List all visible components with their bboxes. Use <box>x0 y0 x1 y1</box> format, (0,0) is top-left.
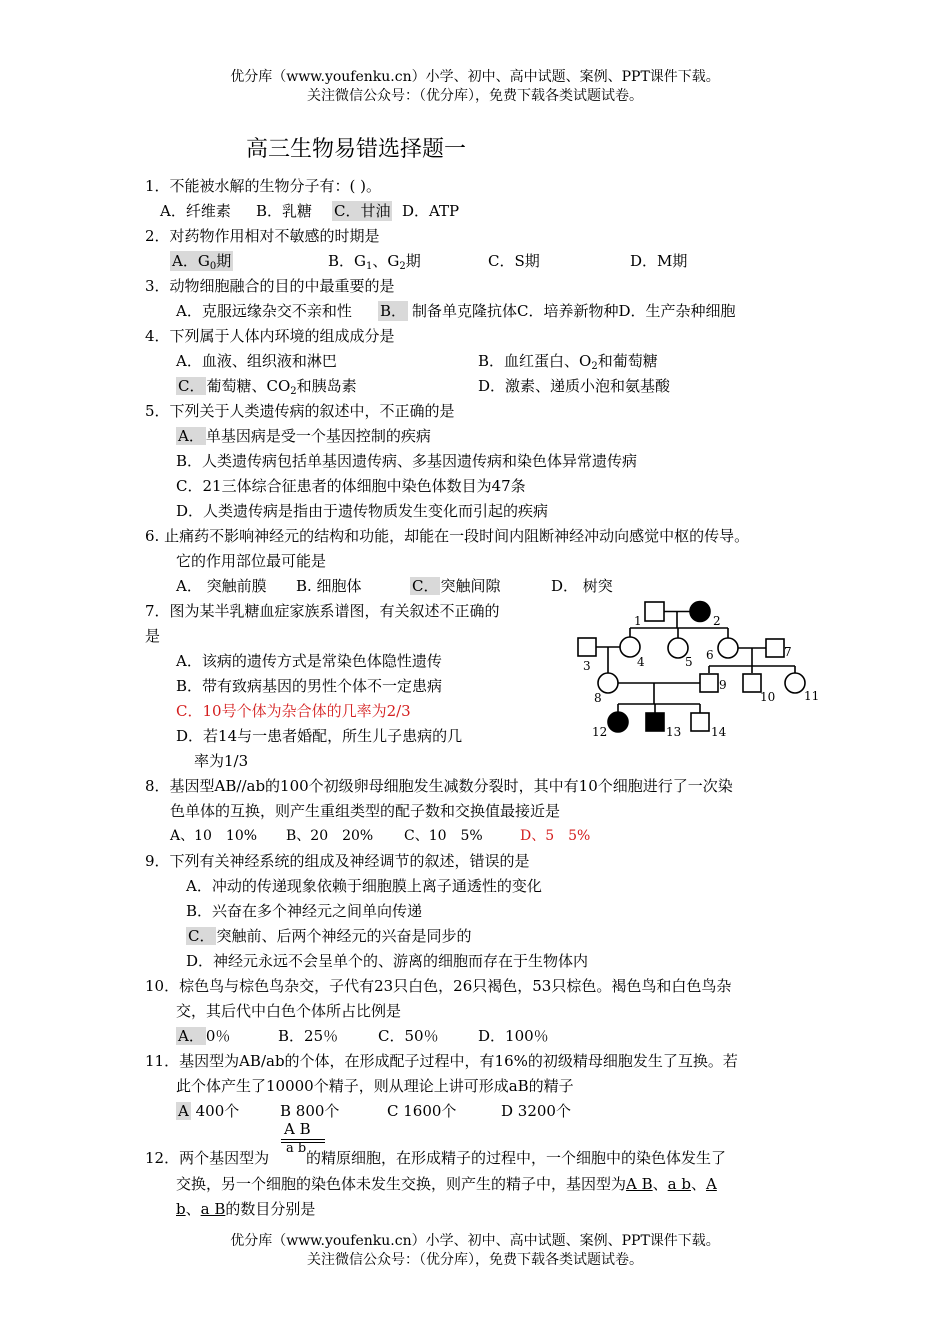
q2-stem: 2．对药物作用相对不敏感的时期是 <box>145 227 380 245</box>
q2-option-a <box>170 251 233 271</box>
q9-option-b: B．兴奋在多个神经元之间单向传递 <box>186 902 423 920</box>
q6-stem-2: 它的作用部位最可能是 <box>176 552 327 570</box>
pedigree-label-12: 12 <box>592 725 608 739</box>
pedigree-individual-4 <box>620 637 640 657</box>
q3-stem: 3．动物细胞融合的目的中最重要的是 <box>145 277 395 295</box>
q5-option-b: B．人类遗传病包括单基因遗传病、多基因遗传病和染色体异常遗传病 <box>176 452 638 470</box>
q12-line3-text: 的数目分别是 <box>225 1200 316 1218</box>
q4-c-label: C． <box>178 377 205 395</box>
q11-option-d: D 3200个 <box>501 1102 571 1120</box>
pedigree-individual-11 <box>785 673 805 693</box>
q9-option-c <box>186 926 472 946</box>
q6-c-label: C． <box>412 577 439 595</box>
q5-option-a <box>176 426 431 446</box>
pedigree-individual-12 <box>608 712 628 732</box>
q2-b-sub2: 2 <box>399 261 406 272</box>
q12-genotype-Ab-part2: b <box>176 1200 186 1218</box>
q4-c-post: 和胰岛素 <box>296 377 357 395</box>
q10-option-c: C．50％ <box>378 1027 439 1045</box>
q12-line-3 <box>176 1199 315 1219</box>
q3-option-a: A．克服远缘杂交不亲和性 <box>176 302 352 320</box>
pedigree-label-7: 7 <box>784 645 792 659</box>
q1-option-c: C．甘油 <box>334 202 391 220</box>
q2-b-mid: 、G <box>372 252 400 270</box>
q2-b-pre: B．G <box>328 252 367 270</box>
q12-genotype-aB: a B <box>200 1200 226 1218</box>
q10-option-b: B．25％ <box>278 1027 339 1045</box>
q12-line-2 <box>176 1174 717 1194</box>
q10-a-label: A． <box>178 1027 204 1045</box>
q12-sep-3: 、 <box>185 1200 201 1218</box>
q2-a-sub: 0 <box>209 261 217 272</box>
q4-option-b <box>478 351 658 371</box>
q2-b-post: 期 <box>405 252 421 270</box>
q8-stem-1: 8．基因型AB//ab的100个初级卵母细胞发生减数分裂时，其中有10个细胞进行了一次染 <box>145 777 733 795</box>
q4-option-c <box>176 376 357 396</box>
q4-c-sub: 2 <box>290 386 297 397</box>
pedigree-individual-3 <box>578 638 596 656</box>
q6-option-d: D． 树突 <box>551 577 613 595</box>
q5-a-label: A． <box>178 427 204 445</box>
q10-stem-1: 10．棕色鸟与棕色鸟杂交，子代有23只白色，26只褐色，53只棕色。褐色鸟和白色鸟杂 <box>145 977 732 995</box>
q12-genotype-bottom: a b <box>286 1141 307 1156</box>
pedigree-individual-10 <box>743 674 761 692</box>
footer-line-1: 优分库（www.youfenku.cn）小学、初中、高中试题、案例、PPT课件下载。 <box>230 1233 720 1249</box>
q10-option-d: D．100％ <box>478 1027 549 1045</box>
q4-stem: 4．下列属于人体内环境的组成成分是 <box>145 327 395 345</box>
q7-option-b: B．带有致病基因的男性个体不一定患病 <box>176 677 443 695</box>
q4-c-pre: 葡萄糖、CO <box>206 377 291 395</box>
q5-a-text: 单基因病是受一个基因控制的疾病 <box>205 427 431 445</box>
q10-option-a <box>176 1026 230 1046</box>
q4-b-sub: 2 <box>591 361 598 372</box>
q5-option-c: C．21三体综合征患者的体细胞中染色体数目为47条 <box>176 477 526 495</box>
q4-b-pre: B．血红蛋白、O <box>478 352 592 370</box>
q12-fraction-line-upper <box>281 1139 325 1140</box>
q7-stem-1: 7．图为某半乳糖血症家族系谱图，有关叙述不正确的 <box>145 602 500 620</box>
header-line-1: 优分库（www.youfenku.cn）小学、初中、高中试题、案例、PPT课件下载。 <box>230 69 720 85</box>
q1-option-b: B．乳糖 <box>256 202 313 220</box>
q5-stem: 5．下列关于人类遗传病的叙述中，不正确的是 <box>145 402 455 420</box>
q9-c-label: C． <box>188 927 215 945</box>
q3-option-b-label: B． <box>380 302 407 320</box>
q7-option-d-1: D．若14与一患者婚配，所生儿子患病的几 <box>176 727 463 745</box>
pedigree-individual-14 <box>691 713 709 731</box>
q9-c-text: 突触前、后两个神经元的兴奋是同步的 <box>216 927 472 945</box>
pedigree-label-10: 10 <box>760 690 776 704</box>
q1-stem: 1．不能被水解的生物分子有：( )。 <box>145 177 382 195</box>
pedigree-label-6: 6 <box>706 648 714 662</box>
q2-a-pre: A．G <box>172 252 210 270</box>
pedigree-label-11: 11 <box>804 689 820 703</box>
q8-option-a: A、10 10% <box>170 828 258 844</box>
q10-a-text: 0％ <box>205 1027 231 1045</box>
pedigree-label-14: 14 <box>711 725 727 739</box>
pedigree-label-9: 9 <box>719 678 727 692</box>
footer-line-2: 关注微信公众号：（优分库），免费下载各类试题试卷。 <box>307 1252 643 1268</box>
pedigree-label-8: 8 <box>594 691 602 705</box>
q6-stem-1: 6. 止痛药不影响神经元的结构和功能，却能在一段时间内阻断神经冲动向感觉中枢的传导。 <box>145 527 750 545</box>
page-title: 高三生物易错选择题一 <box>246 137 467 162</box>
q11-a-text: 400个 <box>195 1102 240 1120</box>
q12-genotype-top: A B <box>284 1120 311 1138</box>
q12-line2-text: 交换，另一个细胞的染色体未发生交换，则产生的精子中，基因型为 <box>176 1175 627 1193</box>
q11-option-a <box>176 1101 239 1121</box>
q8-stem-2: 色单体的互换，则产生重组类型的配子数和交换值最接近是 <box>170 802 561 820</box>
q6-option-a: A． 突触前膜 <box>176 577 267 595</box>
q2-option-d: D．M期 <box>630 252 688 270</box>
q12-sep-1: 、 <box>652 1175 668 1193</box>
q10-stem-2: 交，其后代中白色个体所占比例是 <box>176 1002 402 1020</box>
q6-option-b: B. 细胞体 <box>296 577 362 595</box>
q9-stem: 9．下列有关神经系统的组成及神经调节的叙述，错误的是 <box>145 852 530 870</box>
q6-option-c <box>410 576 501 596</box>
pedigree-individual-2 <box>690 602 710 622</box>
q3-options-rest: 制备单克隆抗体C．培养新物种D．生产杂种细胞 <box>412 302 736 320</box>
pedigree-label-5: 5 <box>685 655 693 669</box>
q9-option-d: D．神经元永远不会呈单个的、游离的细胞而存在于生物体内 <box>186 952 589 970</box>
pedigree-individual-8 <box>598 673 618 693</box>
q12-genotype-AB: A B <box>626 1175 653 1193</box>
q2-option-c: C．S期 <box>488 252 540 270</box>
q11-option-c: C 1600个 <box>387 1102 457 1120</box>
header-line-2: 关注微信公众号：（优分库），免费下载各类试题试卷。 <box>307 88 643 104</box>
q2-option-b <box>328 251 421 271</box>
pedigree-individual-9 <box>700 674 718 692</box>
q11-option-b: B 800个 <box>280 1102 340 1120</box>
q2-b-sub1: 1 <box>366 261 373 272</box>
pedigree-label-3: 3 <box>583 659 591 673</box>
q8-option-d: D、5 5% <box>520 828 591 844</box>
q4-option-a: A．血液、组织液和淋巴 <box>176 352 337 370</box>
q11-stem-1: 11．基因型为AB/ab的个体，在形成配子过程中，有16%的初级精母细胞发生了互换。若 <box>145 1052 738 1070</box>
q6-c-text: 突触间隙 <box>440 577 501 595</box>
q4-option-d: D．激素、递质小泡和氨基酸 <box>478 377 671 395</box>
pedigree-individual-6 <box>718 638 738 658</box>
pedigree-label-1: 1 <box>634 614 642 628</box>
q7-stem-2: 是 <box>145 627 161 645</box>
q7-option-c: C．10号个体为杂合体的几率为2/3 <box>176 702 411 720</box>
q1-option-a: A．纤维素 <box>160 202 231 220</box>
q11-stem-2: 此个体产生了10000个精子，则从理论上讲可形成aB的精子 <box>176 1077 574 1095</box>
q8-option-c: C、10 5% <box>404 828 483 844</box>
q4-b-post: 和葡萄糖 <box>597 352 658 370</box>
q9-option-a: A．冲动的传递现象依赖于细胞膜上离子通透性的变化 <box>186 877 542 895</box>
pedigree-label-2: 2 <box>713 614 721 628</box>
q12-sep-2: 、 <box>690 1175 706 1193</box>
q12-genotype-ab: a b <box>667 1175 691 1193</box>
q1-option-d: D．ATP <box>402 202 460 220</box>
q11-a-label: A <box>178 1102 189 1120</box>
pedigree-chart <box>572 596 822 746</box>
q12-genotype-Ab-part1: A <box>706 1175 717 1193</box>
pedigree-label-4: 4 <box>637 655 645 669</box>
q5-option-d: D．人类遗传病是指由于遗传物质发生变化而引起的疾病 <box>176 502 549 520</box>
pedigree-individual-1 <box>645 602 664 621</box>
q7-option-a: A．该病的遗传方式是常染色体隐性遗传 <box>176 652 442 670</box>
q2-a-post: 期 <box>216 252 232 270</box>
pedigree-individual-13 <box>646 713 664 731</box>
q12-stem-pre: 12．两个基因型为 <box>145 1149 270 1167</box>
q8-option-b: B、20 20% <box>286 828 374 844</box>
pedigree-individual-7 <box>766 639 784 657</box>
q12-stem-post: 的精原细胞，在形成精子的过程中，一个细胞中的染色体发生了 <box>306 1149 727 1167</box>
q7-option-d-2: 率为1/3 <box>194 752 249 770</box>
pedigree-label-13: 13 <box>666 725 682 739</box>
